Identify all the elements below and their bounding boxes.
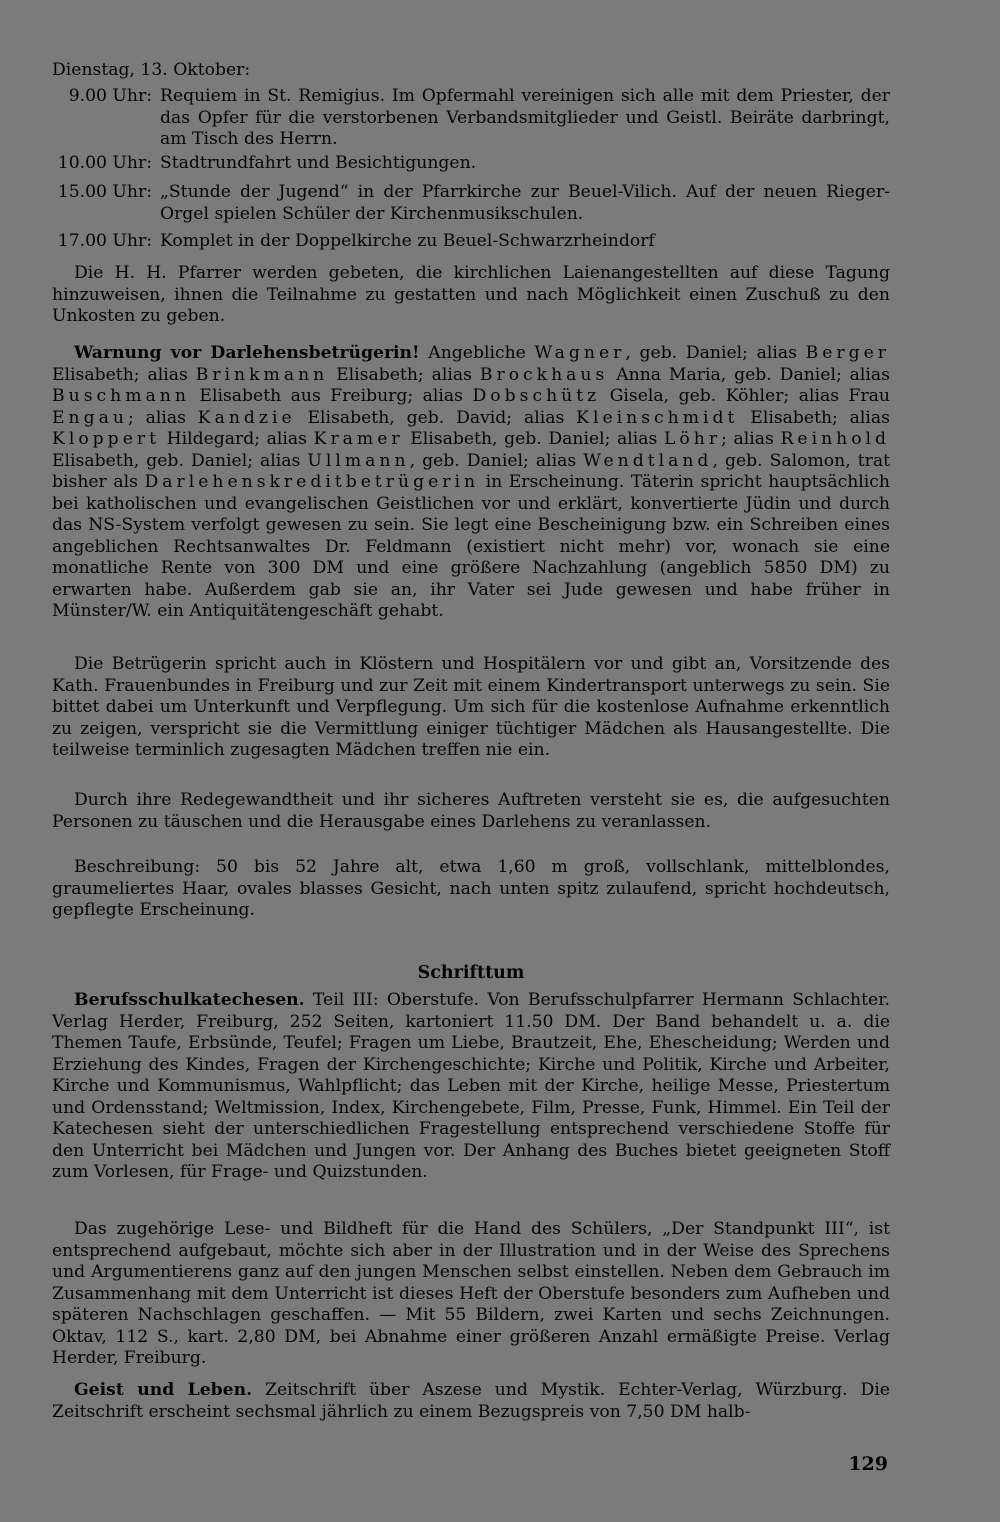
day-heading: Dienstag, 13. Oktober: bbox=[52, 60, 251, 80]
alias-name: Berger bbox=[805, 343, 891, 363]
schedule-text: „Stunde der Jugend“ in der Pfarrkirche zur Beuel-Vilich. Auf der neuen Rieger-Orgel spielen Schüler der Kirchenmusikschulen. bbox=[160, 182, 890, 224]
alias-name: Löhr bbox=[664, 429, 722, 449]
review-paragraph-2: Das zugehörige Lese- und Bildheft für die Hand des Schülers, „Der Standpunkt III“, ist entsprechend aufgebaut, möchte sich aber in der Illustration und in der Weise des Sprechens und Argumentierens ganz auf den jungen Menschen selbst einstellen. Neben dem Gebrauch im Zusammenhang mit dem Unterricht ist dieses Heft der Oberstufe besonders zum Aufheben und späteren Nachschlagen geschaffen. — Mit 55 Bildern, zwei Karten und sechs Zeichnungen. Oktav, 112 S., kart. 2,80 DM, bei Abnahme einer größeren Anzahl ermäßigte Preise. Verlag Herder, Freiburg. bbox=[52, 1219, 890, 1368]
notice-paragraph: Die H. H. Pfarrer werden gebeten, die kirchlichen Laienangestellten auf diese Tagung hinzuweisen, ihnen die Teilnahme zu gestatten und nach Möglichkeit einen Zuschuß zu den Unkosten zu geben. bbox=[52, 263, 890, 326]
warning-paragraph-2: Die Betrügerin spricht auch in Klöstern und Hospitälern vor und gibt an, Vorsitzende des Kath. Frauenbundes in Freiburg und zur Zeit mit einem Kindertransport unterwegs zu sein. Sie bittet dabei um Unterkunft und Verpflegung. Um sich für die kostenlose Aufnahme erkenntlich zu zeigen, verspricht sie die Vermittlung einiger tüchtiger Mädchen als Hausangestellte. Die teilweise terminlich zugesagten Mädchen treffen nie ein. bbox=[52, 654, 890, 760]
alias-name: Reinhold bbox=[780, 429, 891, 449]
schedule-text: Stadtrundfahrt und Besichtigungen. bbox=[160, 153, 477, 173]
schedule-text: Komplet in der Doppelkirche zu Beuel-Schwarzrheindorf bbox=[160, 231, 655, 251]
alias-name: Kramer bbox=[313, 429, 404, 449]
warning-title: Warnung vor Darlehensbetrügerin! bbox=[74, 343, 420, 363]
description-paragraph: Beschreibung: 50 bis 52 Jahre alt, etwa 1,60 m groß, vollschlank, mittelblondes, graumeliertes Haar, ovales blasses Gesicht, nach unten spitz zulaufend, spricht hochdeutsch, gepflegte Erscheinung. bbox=[52, 857, 890, 920]
alias-name: Brockhaus bbox=[479, 364, 609, 385]
schedule-time: 9.00 Uhr: bbox=[68, 86, 152, 106]
schedule-item bbox=[52, 153, 890, 175]
review-title: Berufsschulkatechesen. bbox=[74, 990, 305, 1010]
schedule-time: 17.00 Uhr: bbox=[57, 231, 152, 251]
alias-name: Dobschütz bbox=[472, 386, 601, 406]
alias-name: Darlehenskreditbetrügerin bbox=[144, 472, 480, 492]
schedule-time: 15.00 Uhr: bbox=[57, 182, 152, 202]
page-number: 129 bbox=[848, 1453, 888, 1475]
review-paragraph: Geist und Leben. Zeitschrift über Aszese und Mystik. Echter-Verlag, Würzburg. Die Zeitschrift erscheint sechsmal jährlich zu einem Bezugspreis von 7,50 DM halb- bbox=[52, 1380, 890, 1422]
alias-name: Engau bbox=[52, 407, 128, 428]
schedule-item bbox=[52, 231, 890, 253]
schedule-text: Requiem in St. Remigius. Im Opfermahl vereinigen sich alle mit dem Priester, der das Opfer für die verstorbenen Verbandsmitglieder und Geistl. Beiräte darbringt, am Tisch des Herrn. bbox=[160, 86, 890, 149]
schedule-time: 10.00 Uhr: bbox=[57, 153, 152, 173]
alias-name: Buschmann bbox=[52, 386, 190, 406]
alias-name: Wendtland bbox=[583, 450, 713, 471]
warning-paragraph-3: Durch ihre Redegewandtheit und ihr sicheres Auftreten versteht sie es, die aufgesuchten Personen zu täuschen und die Herausgabe eines Darlehens zu veranlassen. bbox=[52, 790, 890, 832]
alias-name: Kloppert bbox=[52, 429, 160, 449]
review-paragraph: Berufsschulkatechesen. Teil III: Oberstufe. Von Berufsschulpfarrer Hermann Schlachter. Verlag Herder, Freiburg, 252 Seiten, kartoniert 11.50 DM. Der Band behandelt u. a. die Themen Taufe, Erbsünde, Teufel; Fragen um Liebe, Brautzeit, Ehe, Ehescheidung; Werden und Erziehung des Kindes, Fragen der Kirchengeschichte; Kirche und Politik, Kirche und Arbeiter, Kirche und Kommunismus, Wahlpflicht; das Leben mit der Kirche, heilige Messe, Priestertum und Ordensstand; Weltmission, Index, Kirchengebete, Film, Presse, Funk, Himmel. Ein Teil der Katechesen sieht der unterschiedlichen Fragestellung entsprechend verschiedene Stoffe für den Unterricht bei Mädchen und Jungen vor. Der Anhang des Buches bietet geeigneten Stoff zum Vorlesen, für Frage- und Quizstunden. bbox=[52, 990, 890, 1182]
alias-name: Kandzie bbox=[197, 407, 296, 428]
alias-name: Kleinschmidt bbox=[576, 407, 739, 428]
review-title: Geist und Leben. bbox=[74, 1380, 253, 1400]
alias-name: Brinkmann bbox=[195, 364, 329, 385]
schedule-item bbox=[52, 86, 890, 151]
section-heading: Schrifttum bbox=[417, 963, 525, 983]
alias-name: Ullmann bbox=[307, 450, 410, 471]
alias-name: Wagner bbox=[534, 343, 626, 363]
schedule-item bbox=[52, 182, 890, 225]
warning-paragraph: Warnung vor Darlehensbetrügerin! Angebliche Wagner, geb. Daniel; alias Berger Elisabeth; alias Brinkmann Elisabeth; alias Brockhaus Anna Maria, geb. Daniel; alias Buschmann Elisabeth aus Freiburg; alias Dobschütz Gisela, geb. Köhler; alias Frau Engau; alias Kandzie Elisabeth, geb. David; alias Kleinschmidt Elisabeth; alias Kloppert Hildegard; alias Kramer Elisabeth, geb. Daniel; alias Löhr; alias Reinhold Elisabeth, geb. Daniel; alias Ullmann, geb. Daniel; alias Wendtland, geb. Salomon, trat bisher als Darlehenskreditbetrügerin in Erscheinung. Täterin spricht hauptsächlich bei katholischen und evangelischen Geistlichen vor und erklärt, konvertierte Jüdin und durch das NS-System verfolgt gewesen zu sein. Sie legt eine Bescheinigung bzw. ein Schreiben eines angeblichen Rechtsanwaltes Dr. Feldmann (existiert nicht mehr) vor, wonach sie eine monatliche Rente von 300 DM und eine größere Nachzahlung (angeblich 5850 DM) zu erwarten habe. Außerdem gab sie an, ihr Vater sei Jude gewesen und habe früher in Münster/W. ein Antiquitätengeschäft gehabt. bbox=[52, 343, 891, 621]
